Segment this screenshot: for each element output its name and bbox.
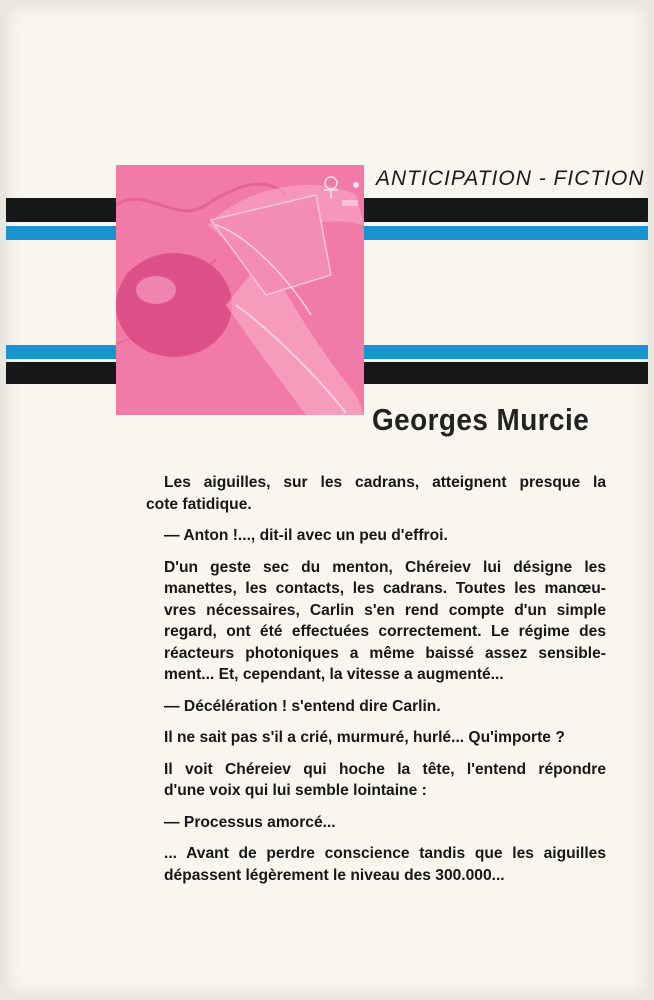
- stripe-blue-bottom-right: [364, 345, 648, 359]
- back-cover: [6, 4, 648, 996]
- stripe-black-bottom-left: [6, 362, 116, 384]
- blurb-text: [146, 472, 606, 896]
- blurb-paragraph: Il ne sait pas s'il a crié, murmuré, hurlé... Qu'importe ?: [164, 729, 565, 746]
- blurb-line: regard, ont été effectuées correctement. Le régime des: [164, 623, 606, 640]
- blurb-line: d'une voix qui lui semble lointaine :: [164, 782, 427, 799]
- blurb-paragraph: — Anton !..., dit-il avec un peu d'effroi.: [164, 527, 448, 544]
- blurb-line: manettes, les contacts, les cadrans. Toutes les manœu-: [164, 580, 606, 597]
- cover-illustration: [116, 165, 364, 415]
- blurb-line: dépassent légèrement le niveau des 300.000...: [164, 866, 505, 884]
- blurb-line: vres nécessaires, Carlin s'en rend compte d'un simple: [164, 601, 606, 619]
- blurb-line: cote fatidique.: [146, 495, 252, 513]
- blurb-paragraph: [146, 759, 606, 802]
- blurb-paragraph: [146, 557, 606, 686]
- author-name: Georges Murcie: [372, 402, 590, 437]
- blurb-line: Il voit Chéreiev qui hoche la tête, l'entend répondre: [164, 760, 606, 778]
- blurb-line: ment... Et, cependant, la vitesse a augmenté...: [164, 666, 504, 683]
- stripe-blue-top-right: [364, 226, 648, 240]
- blurb-paragraph: — Processus amorcé...: [164, 813, 336, 831]
- stripe-black-top-left: [6, 198, 116, 222]
- series-title: ANTICIPATION - FICTION: [376, 167, 645, 190]
- stripe-blue-bottom-left: [6, 345, 116, 359]
- blurb-line: D'un geste sec du menton, Chéreiev lui désigne les: [164, 558, 606, 576]
- spacecraft-illustration: [116, 165, 364, 415]
- blurb-line: réacteurs photoniques a même baissé assez sensible-: [164, 644, 606, 662]
- blurb-paragraph: — Décélération ! s'entend dire Carlin.: [164, 697, 441, 715]
- blurb-paragraph: [146, 472, 606, 515]
- stripe-black-top-right: [364, 198, 648, 222]
- stripe-black-bottom-right: [364, 362, 648, 384]
- blurb-line: Les aiguilles, sur les cadrans, atteignent presque la: [164, 474, 606, 491]
- stripe-blue-top-left: [6, 226, 116, 240]
- blurb-line: ... Avant de perdre conscience tandis que les aiguilles: [164, 845, 606, 862]
- blurb-paragraph: [146, 843, 606, 886]
